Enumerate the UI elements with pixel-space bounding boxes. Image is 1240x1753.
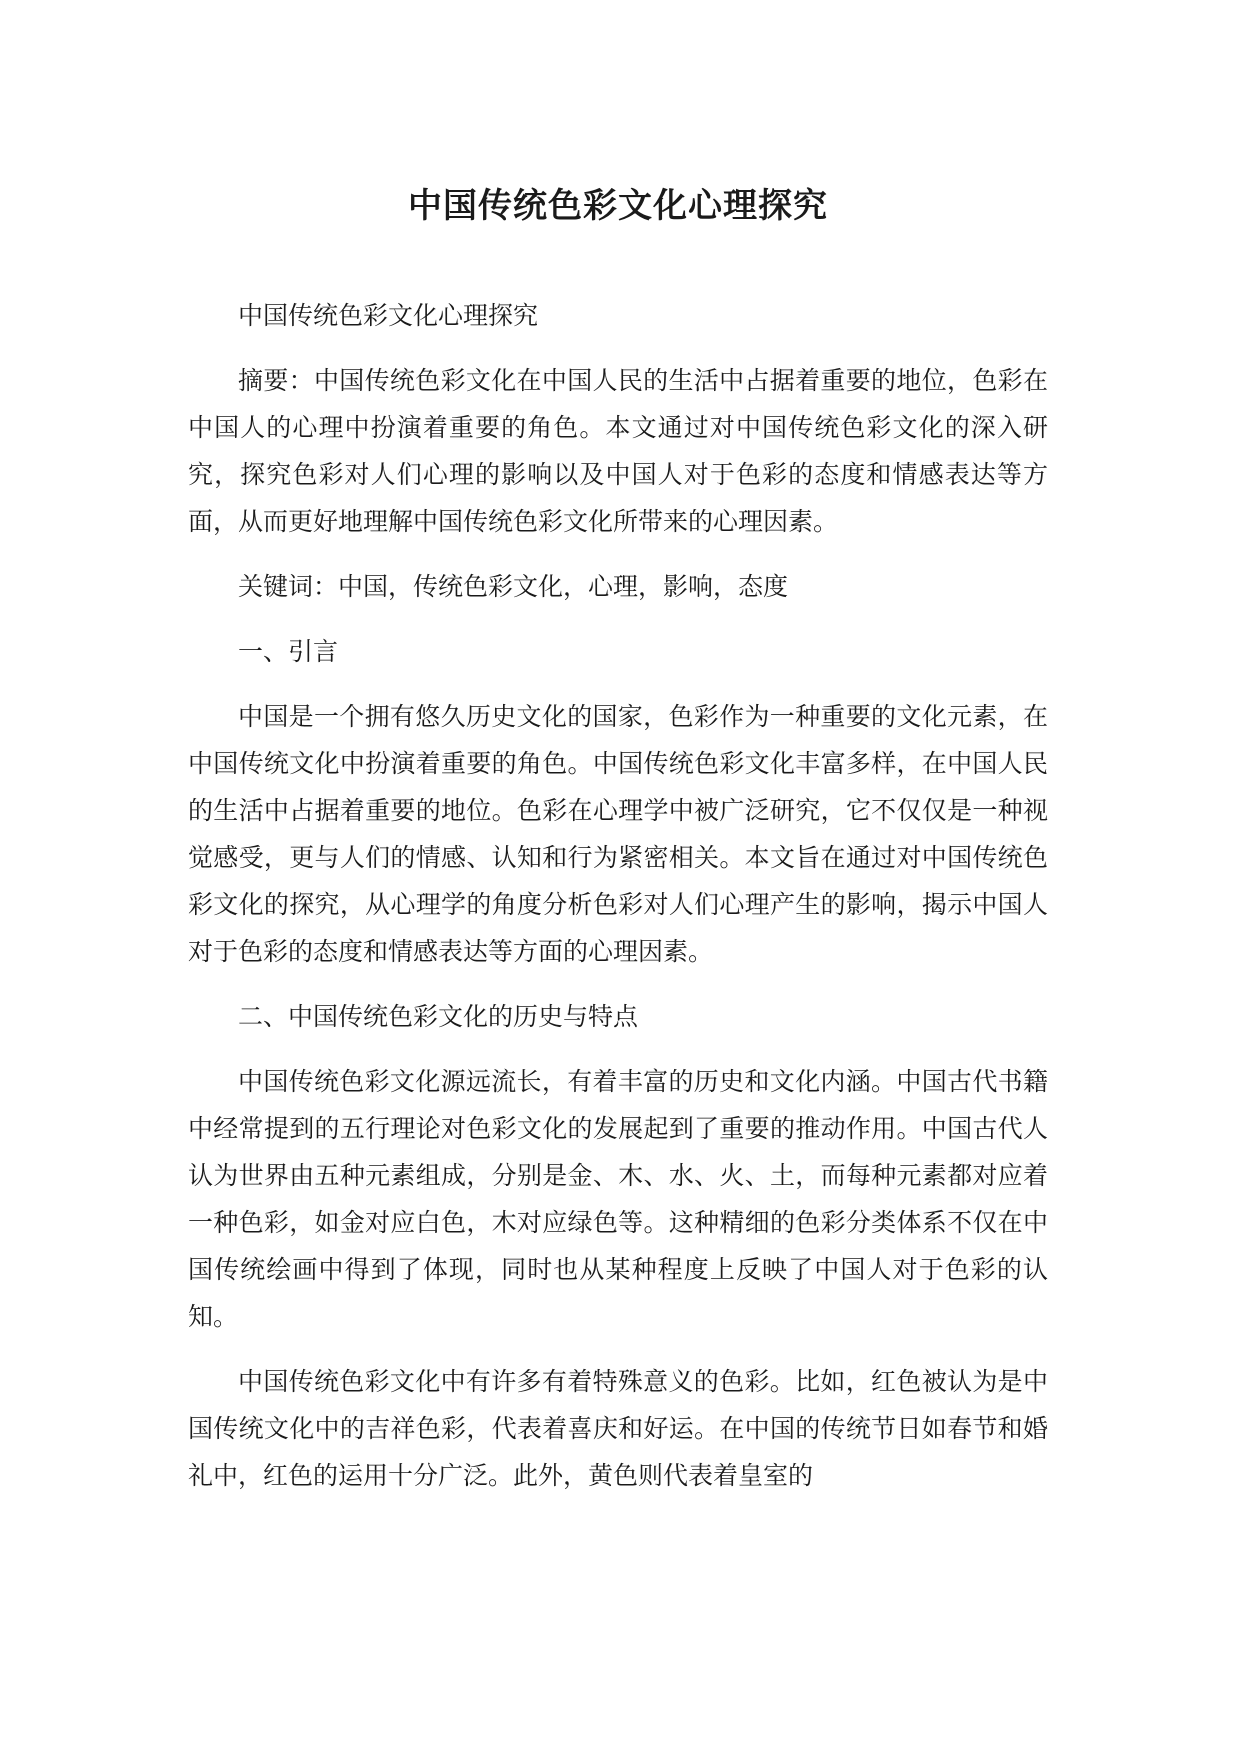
section-heading-history: 二、中国传统色彩文化的历史与特点 — [238, 1002, 639, 1031]
keywords-paragraph: 关键词：中国，传统色彩文化，心理，影响，态度 — [238, 572, 789, 601]
abstract-paragraph: 摘要：中国传统色彩文化在中国人民的生活中占据着重要的地位，色彩在中国人的心理中扮演着重要的角色。本文通过对中国传统色彩文化的深入研究，探究色彩对人们心理的影响以及中国人对于色彩的态度和情感表达等方面，从而更好地理解中国传统色彩文化所带来的心理因素。 — [188, 366, 1048, 536]
history-paragraph-2: 中国传统色彩文化中有许多有着特殊意义的色彩。比如，红色被认为是中国传统文化中的吉祥色彩，代表着喜庆和好运。在中国的传统节日如春节和婚礼中，红色的运用十分广泛。此外，黄色则代表着皇室的 — [188, 1367, 1048, 1490]
document-title: 中国传统色彩文化心理探究 — [408, 186, 828, 226]
section-heading-introduction: 一、引言 — [238, 637, 339, 666]
introduction-paragraph: 中国是一个拥有悠久历史文化的国家，色彩作为一种重要的文化元素，在中国传统文化中扮演着重要的角色。中国传统色彩文化丰富多样，在中国人民的生活中占据着重要的地位。色彩在心理学中被广泛研究，它不仅仅是一种视觉感受，更与人们的情感、认知和行为紧密相关。本文旨在通过对中国传统色彩文化的探究，从心理学的角度分析色彩对人们心理产生的影响，揭示中国人对于色彩的态度和情感表达等方面的心理因素。 — [188, 702, 1048, 966]
document-subtitle: 中国传统色彩文化心理探究 — [238, 301, 539, 330]
document-page — [188, 160, 1048, 1499]
history-paragraph-1: 中国传统色彩文化源远流长，有着丰富的历史和文化内涵。中国古代书籍中经常提到的五行理论对色彩文化的发展起到了重要的推动作用。中国古代人认为世界由五种元素组成，分别是金、木、水、火、土，而每种元素都对应着一种色彩，如金对应白色，木对应绿色等。这种精细的色彩分类体系不仅在中国传统绘画中得到了体现，同时也从某种程度上反映了中国人对于色彩的认知。 — [188, 1067, 1048, 1331]
